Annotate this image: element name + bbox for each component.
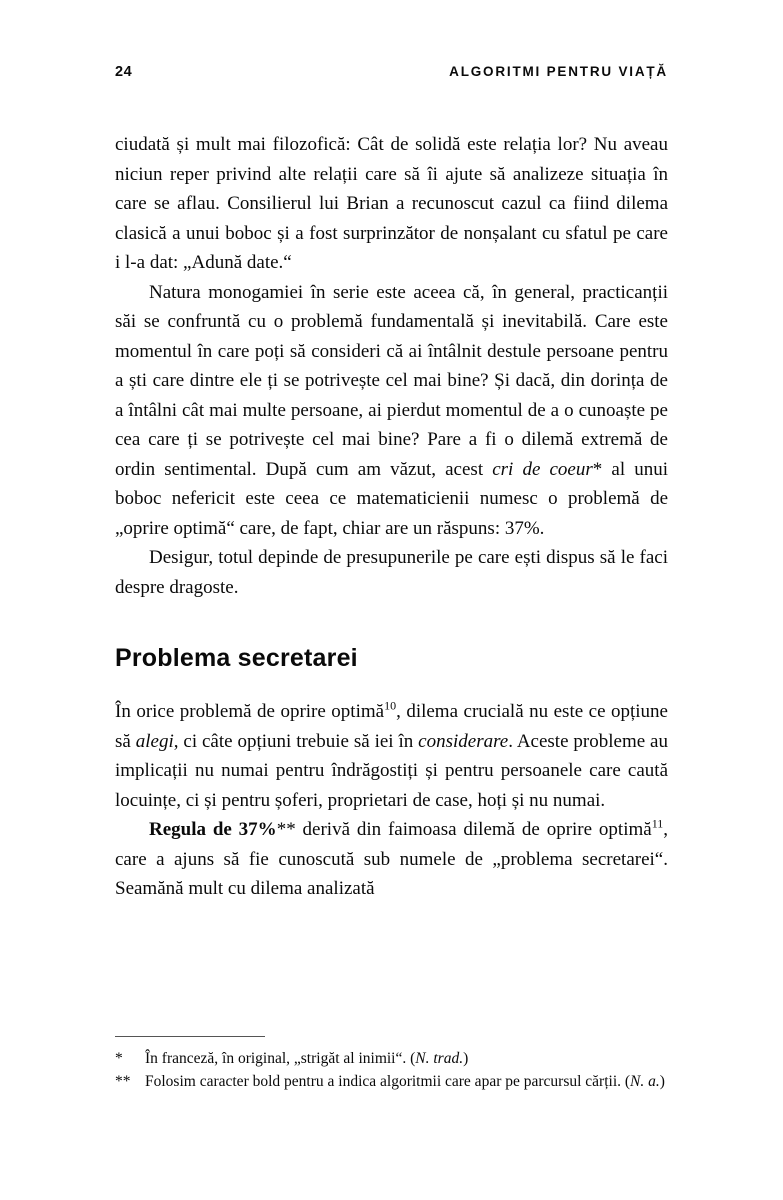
- italic-text-run: considerare: [418, 730, 509, 752]
- normal-text-run: ): [463, 1050, 469, 1067]
- page-number: 24: [115, 64, 133, 80]
- normal-text-run: , dilema crucială nu este ce opțiune să: [115, 701, 668, 752]
- running-title: ALGORITMI PENTRU VIAȚĂ: [449, 64, 668, 79]
- running-header: [115, 64, 668, 80]
- italic-text-run: alegi: [135, 730, 174, 752]
- normal-text-run: ): [659, 1072, 665, 1090]
- italic-text-run: cri de coeur: [492, 458, 593, 480]
- paragraph: [115, 697, 668, 815]
- sup-text-run: 11: [651, 816, 664, 831]
- section-heading: Problema secretarei: [115, 644, 358, 672]
- normal-text-run: ** derivă din faimoasa dilemă de oprire optimă: [276, 819, 652, 840]
- footnote-divider: [115, 1036, 265, 1037]
- normal-text-run: , ci câte opțiuni trebuie să iei în: [173, 730, 419, 752]
- normal-text-run: Desigur, totul depinde de presupunerile pe care ești dispus să le faci despre dragoste.: [115, 547, 668, 598]
- paragraph: [115, 543, 668, 602]
- footnote-text: [145, 1071, 671, 1094]
- footnote-marker: *: [115, 1050, 123, 1067]
- normal-text-run: * al unui boboc nefericit este ceea ce matematicienii numesc o problemă de „oprire optimă“ care, de fapt, chiar are un răspuns: 37%.: [115, 458, 668, 539]
- content: [115, 130, 668, 904]
- normal-text-run: Natura monogamiei în serie este aceea că, în general, practicanții săi se confruntă cu o problemă fundamentală și inevitabilă. Care este momentul în care poți să consideri că ai întâlnit destule persoane pentru a ști care dintre ele ți se potrivește cel mai bine? Și dacă, din dorința de a întâlni cât mai multe persoane, ai pierdut momentul de a o cunoaște pe cea care ți se potrivește cel mai bine? Pare a fi o dilemă extremă de ordin sentimental. După cum am văzut, acest: [115, 281, 668, 480]
- bold-text-run: Regula de 37%: [149, 819, 277, 840]
- footnote-item: [115, 1048, 671, 1071]
- normal-text-run: ciudată și mult mai filozofică: Cât de solidă este relația lor? Nu aveau niciun reper privind alte relații care să îi ajute să analizeze situația în care se aflau. Consilierul lui Brian a recunoscut cazul ca fiind dilema clasică a unui boboc și a fost surprinzător de nonșalant cu sfatul pe care i l-a dat: „Adună date.“: [115, 134, 668, 273]
- normal-text-run: În orice problemă de oprire optimă: [115, 701, 385, 722]
- italic-text-run: N. a.: [630, 1072, 660, 1090]
- sup-text-run: 10: [384, 698, 397, 713]
- normal-text-run: . Aceste probleme au implicații nu numai pentru îndrăgostiți și pentru persoanele care caută locuințe, ci și pentru șoferi, proprietari de case, hoți și nu numai.: [115, 730, 668, 811]
- footnote-item: [115, 1071, 671, 1094]
- footnote-text: [145, 1048, 671, 1071]
- footnote-marker: **: [115, 1072, 131, 1090]
- paragraph: [115, 815, 668, 904]
- footnotes-section: [115, 1036, 671, 1093]
- paragraph: [115, 130, 668, 278]
- normal-text-run: În franceză, în original, „strigăt al inimii“. (: [145, 1050, 416, 1067]
- paragraph: [115, 278, 668, 544]
- footnote-list: [115, 1048, 671, 1093]
- italic-text-run: N. trad.: [415, 1050, 464, 1067]
- normal-text-run: Folosim caracter bold pentru a indica algoritmii care apar pe parcursul cărții. (: [145, 1072, 631, 1090]
- normal-text-run: , care a ajuns să fie cunoscută sub numele de „problema secretarei“. Seamănă mult cu dilema analizată: [115, 819, 668, 899]
